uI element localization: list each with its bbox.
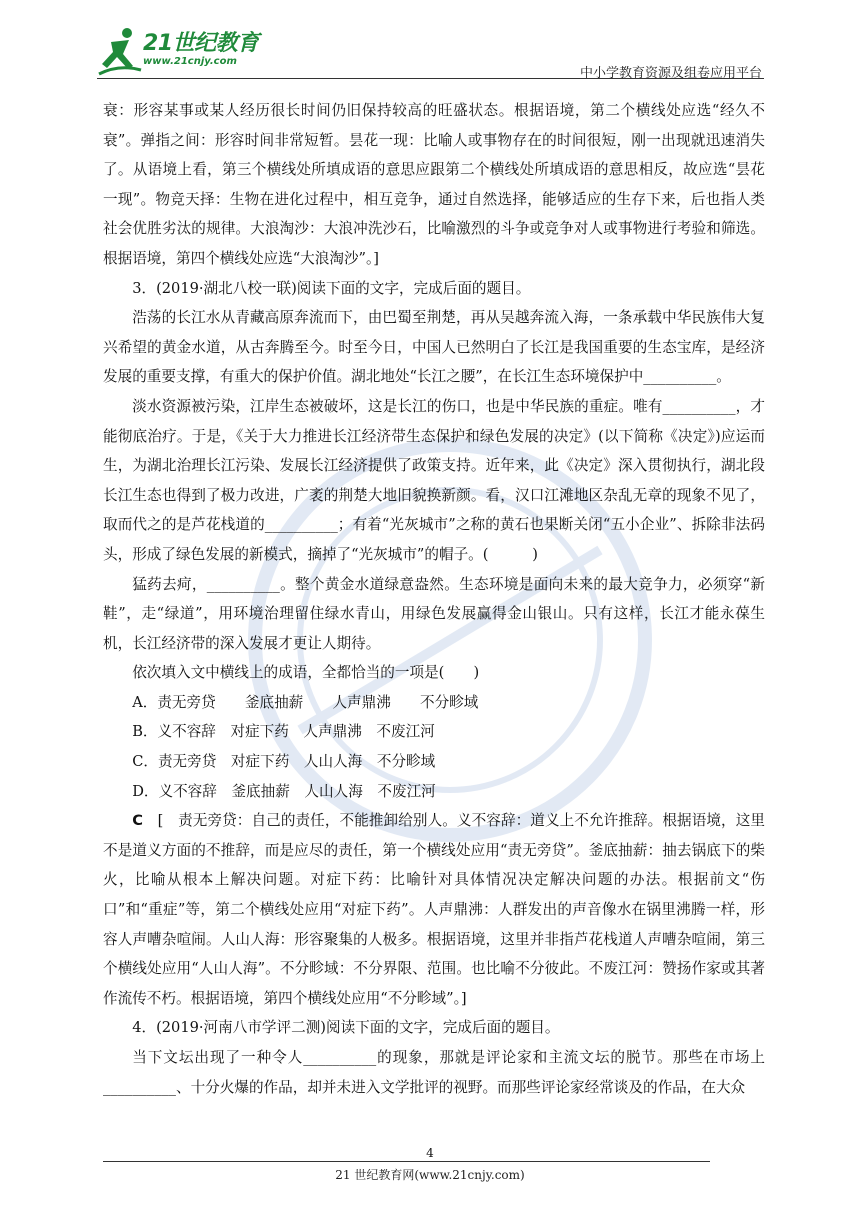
runner-icon	[97, 26, 143, 76]
passage-paragraph-1: 浩荡的长江水从青藏高原奔流而下，由巴蜀至荆楚，再从吴越奔流入海，一条承载中华民族伟大复兴希望的黄金水道，从古奔腾至今。时至今日，中国人已然明白了长江是我国重要的生态宝库，是经济发展的重要支撑，有重大的保护价值。湖北地处“长江之腰”，在长江生态环境保护中__________。	[103, 309, 765, 386]
passage-paragraph-3: 猛药去疴，__________。整个黄金水道绿意盎然。生态环境是面向未来的最大竞争力，必须穿“新鞋”，走“绿道”，用环境治理留住绿水青山，用绿色发展赢得金山银山。只有这样，长江才能永葆生机，长江经济带的深入发展才更让人期待。	[103, 575, 765, 652]
brand-url: www.21cnjy.com	[143, 56, 237, 67]
footer-divider	[103, 1161, 710, 1162]
question-4-heading: 4．(2019·河南八市学评二测)阅读下面的文字，完成后面的题目。	[132, 1019, 560, 1037]
document-body	[103, 96, 765, 1102]
option-d: D．义不容辞 釜底抽薪 人山人海 不废江河	[132, 782, 436, 800]
question-4-text: 当下文坛出现了一种令人__________的现象，那就是评论家和主流文坛的脱节。那些在市场上__________、十分火爆的作品，却并未进入文学批评的视野。而那些评论家经常谈及的作品，在大众	[103, 1049, 765, 1096]
page-header	[97, 20, 764, 80]
question-prompt: 依次填入文中横线上的成语，全都恰当的一项是( )	[132, 664, 480, 682]
platform-name: 中小学教育资源及组卷应用平台	[579, 66, 762, 81]
answer-letter: C	[132, 812, 143, 830]
answer-explanation	[103, 806, 765, 1013]
brand-name: 21世纪教育	[143, 31, 259, 56]
option-a: A．责无旁贷 釜底抽薪 人声鼎沸 不分畛域	[132, 693, 479, 711]
option-c: C．责无旁贷 对症下药 人山人海 不分畛域	[132, 753, 436, 771]
option-b: B．义不容辞 对症下药 人声鼎沸 不废江河	[132, 723, 435, 741]
brand-logo	[97, 26, 262, 78]
passage-paragraph-2: 淡水资源被污染，江岸生态被破坏，这是长江的伤口，也是中华民族的重症。唯有__________，才能彻底治疗。于是，《关于大力推进长江经济带生态保护和绿色发展的决定》(以下简称《决定》)应运而生，为湖北治理长江污染、发展长江经济提供了政策支持。近年来，此《决定》深入贯彻执行，湖北段长江生态也得到了极力改进，广袤的荆楚大地旧貌换新颜。看，汉口江滩地区杂乱无章的现象不见了，取而代之的是芦花栈道的__________；有着“光灰城市”之称的黄石也果断关闭“五小企业”、拆除非法码头，形成了绿色发展的新模式，摘掉了“光灰城市”的帽子。( )	[103, 397, 765, 563]
footer-site: 21 世纪教育网(www.21cnjy.com)	[335, 1168, 525, 1182]
header-divider	[97, 78, 764, 79]
answer-text: [ 责无旁贷：自己的责任，不能推卸给别人。义不容辞：道义上不允许推辞。根据语境，这里不是道义方面的不推辞，而是应尽的责任，第一个横线处应用“责无旁贷”。釜底抽薪：抽去锅底下的柴火，比喻从根本上解决问题。对症下药：比喻针对具体情况决定解决问题的办法。根据前文“伤口”和“重症”等，第二个横线处应用“对症下药”。人声鼎沸：人群发出的声音像水在锅里沸腾一样，形容人声嘈杂喧闹。人山人海：形容聚集的人极多。根据语境，这里并非指芦花栈道人声嘈杂喧闹，第三个横线处应用“人山人海”。不分畛域：不分界限、范围。也比喻不分彼此。不废江河：赞扬作家或其著作流传不朽。根据语境，第四个横线处应用“不分畛域”。]	[103, 812, 765, 1007]
question-3-heading: 3．(2019·湖北八校一联)阅读下面的文字，完成后面的题目。	[132, 279, 531, 297]
paragraph-continuation: 衰：形容某事或某人经历很长时间仍旧保持较高的旺盛状态。根据语境，第二个横线处应选“经久不衰”。弹指之间：形容时间非常短暂。昙花一现：比喻人或事物存在的时间很短，刚一出现就迅速消失了。从语境上看，第三个横线处所填成语的意思应跟第二个横线处所填成语的意思相反，故应选“昙花一现”。物竞天择：生物在进化过程中，相互竞争，通过自然选择，能够适应的生存下来，后也指人类社会优胜劣汰的规律。大浪淘沙：大浪冲洗沙石，比喻激烈的斗争或竞争对人或事物进行考验和筛选。根据语境，第四个横线处应选“大浪淘沙”。]	[103, 102, 765, 267]
page-number: 4	[426, 1146, 434, 1160]
